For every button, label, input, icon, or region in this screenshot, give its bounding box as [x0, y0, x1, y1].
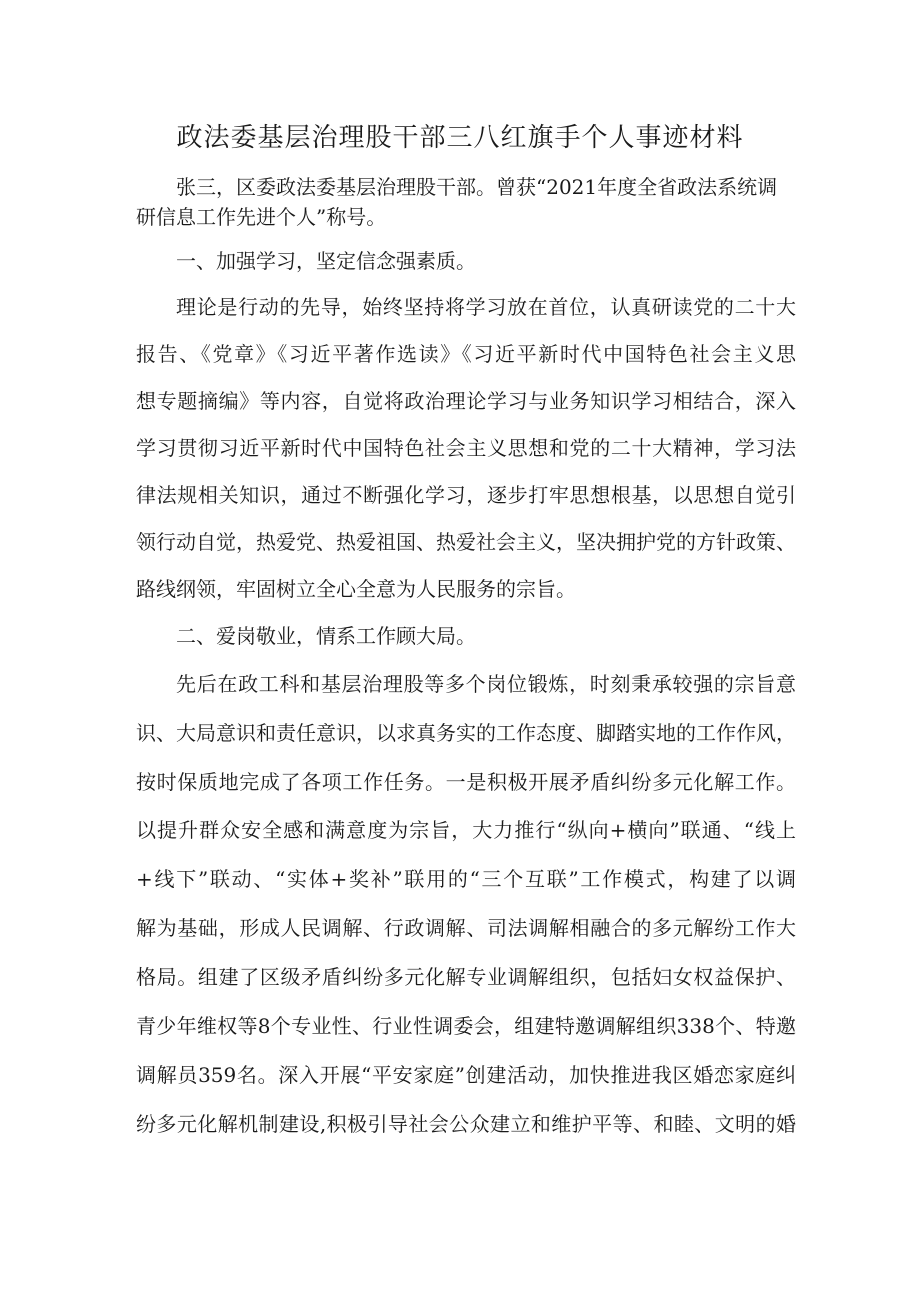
section-2-line: 解为基础，形成人民调解、行政调解、司法调解相融合的多元解纷工作大	[136, 916, 796, 940]
section-1-line: 学习贯彻习近平新时代中国特色社会主义思想和党的二十大精神，学习法	[136, 436, 796, 460]
section-2-line: 识、大局意识和责任意识，以求真务实的工作态度、脚踏实地的工作作风，	[136, 721, 796, 745]
intro-paragraph: 张三，区委政法委基层治理股干部。曾获“2021年度全省政法系统调研信息工作先进个人”称号。	[136, 175, 778, 229]
section-2-line: 格局。组建了区级矛盾纠纷多元化解专业调解组织，包括妇女权益保护、	[136, 965, 796, 989]
section-2-line: 按时保质地完成了各项工作任务。一是积极开展矛盾纠纷多元化解工作。	[136, 770, 796, 794]
section-2-line: 先后在政工科和基层治理股等多个岗位锻炼，时刻秉承较强的宗旨意	[176, 672, 796, 696]
section-2-line: 以提升群众安全感和满意度为宗旨，大力推行“纵向+横向”联通、“线上	[136, 818, 796, 842]
section-1-line: 理论是行动的先导，始终坚持将学习放在首位，认真研读党的二十大	[176, 295, 796, 319]
section-2-line: 青少年维权等8个专业性、行业性调委会，组建特邀调解组织338个、特邀	[136, 1014, 796, 1038]
section-2-line: +线下”联动、“实体+奖补”联用的“三个互联”工作模式，构建了以调	[136, 867, 796, 891]
section-1-line: 领行动自觉，热爱党、热爱祖国、热爱社会主义，坚决拥护党的方针政策、	[136, 530, 796, 554]
section-1-line: 路线纲领，牢固树立全心全意为人民服务的宗旨。	[136, 577, 576, 601]
section-1-heading: 一、加强学习，坚定信念强素质。	[176, 249, 476, 273]
section-2-line: 纷多元化解机制建设,积极引导社会公众建立和维护平等、和睦、文明的婚	[136, 1112, 796, 1136]
section-1-line: 律法规相关知识，通过不断强化学习，逐步打牢思想根基，以思想自觉引	[136, 483, 796, 507]
section-1-line: 想专题摘编》等内容，自觉将政治理论学习与业务知识学习相结合，深入	[136, 389, 796, 413]
section-2-heading: 二、爱岗敬业，情系工作顾大局。	[176, 624, 476, 648]
section-2-line: 调解员359名。深入开展“平安家庭”创建活动，加快推进我区婚恋家庭纠	[136, 1063, 796, 1087]
section-1-line: 报告、《党章》《习近平著作选读》《习近平新时代中国特色社会主义思	[136, 342, 796, 366]
document-title: 政法委基层治理股干部三八红旗手个人事迹材料	[176, 123, 744, 153]
